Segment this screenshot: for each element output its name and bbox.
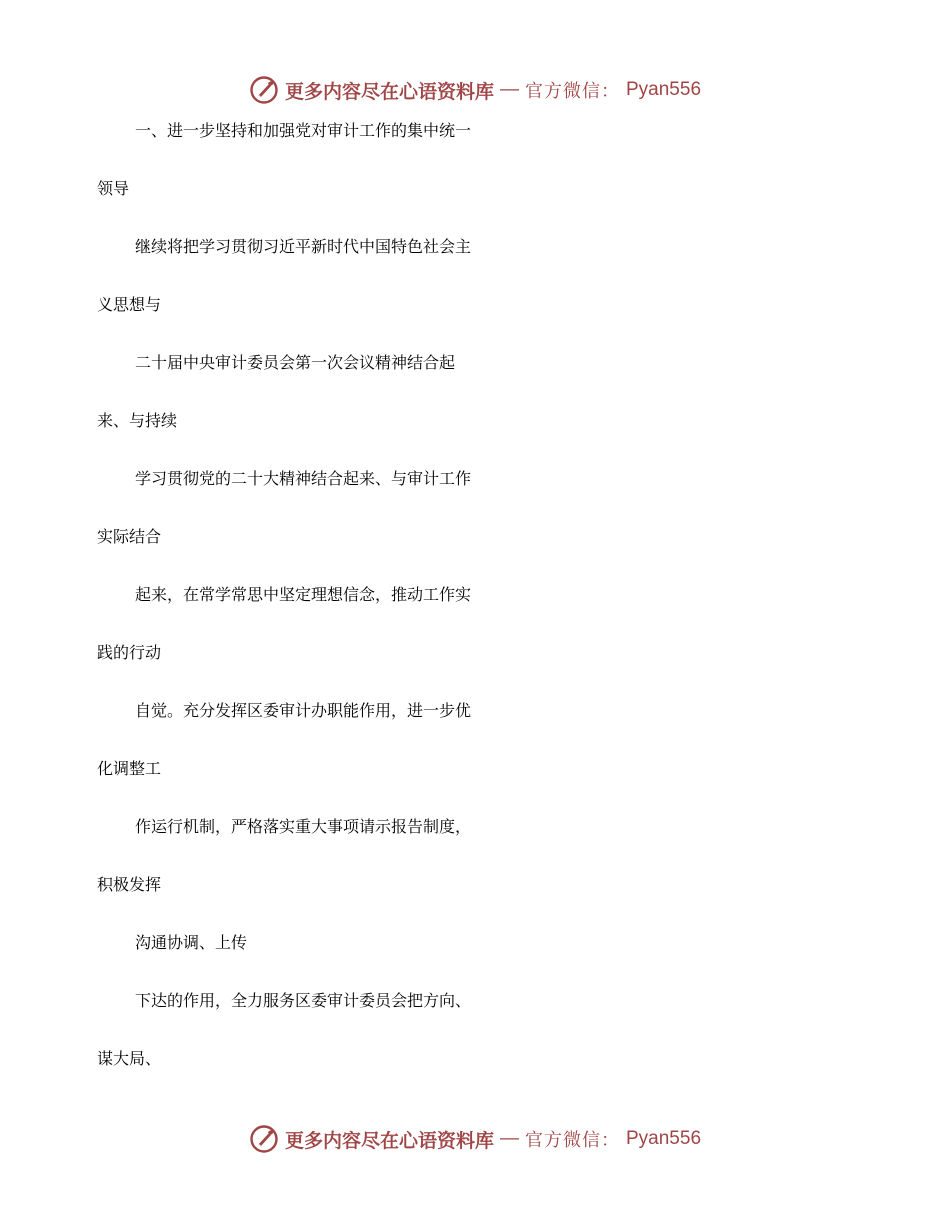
document-line: 践的行动 (97, 643, 162, 662)
header-watermark (0, 70, 950, 110)
document-line: 下达的作用，全力服务区委审计委员会把方向、 (135, 991, 472, 1010)
document-line: 起来，在常学常思中坚定理想信念，推动工作实 (135, 585, 472, 604)
document-line: 义思想与 (97, 295, 162, 314)
document-line: 作运行机制，严格落实重大事项请示报告制度， (135, 817, 472, 836)
watermark-handle: Pyan556 (626, 1128, 702, 1149)
document-line: 沟通协调、上传 (135, 933, 248, 952)
document-line: 一、进一步坚持和加强党对审计工作的集中统一 (135, 121, 472, 140)
document-line: 实际结合 (97, 527, 162, 546)
document-line: 继续将把学习贯彻习近平新时代中国特色社会主 (135, 237, 472, 256)
watermark-brand: 更多内容尽在心语资料库 (284, 1129, 494, 1152)
watermark-contact-label: 官方微信： (525, 81, 620, 102)
watermark-handle: Pyan556 (626, 79, 702, 100)
document-line: 自觉。充分发挥区委审计办职能作用，进一步优 (135, 701, 472, 720)
footer-watermark (0, 1119, 950, 1159)
document-line: 二十届中央审计委员会第一次会议精神结合起 (135, 353, 456, 372)
quill-logo-icon (249, 75, 279, 105)
document-line: 学习贯彻党的二十大精神结合起来、与审计工作 (135, 469, 472, 488)
document-body (97, 118, 857, 1104)
watermark-dash: — (500, 1128, 519, 1149)
watermark-brand: 更多内容尽在心语资料库 (284, 80, 494, 103)
document-line: 化调整工 (97, 759, 162, 778)
document-line: 来、与持续 (97, 411, 178, 430)
quill-logo-icon (249, 1124, 279, 1154)
document-line: 积极发挥 (97, 875, 162, 894)
watermark-contact-label: 官方微信： (525, 1130, 620, 1151)
document-line: 领导 (97, 179, 130, 198)
watermark-dash: — (500, 79, 519, 100)
document-line: 谋大局、 (97, 1049, 162, 1068)
